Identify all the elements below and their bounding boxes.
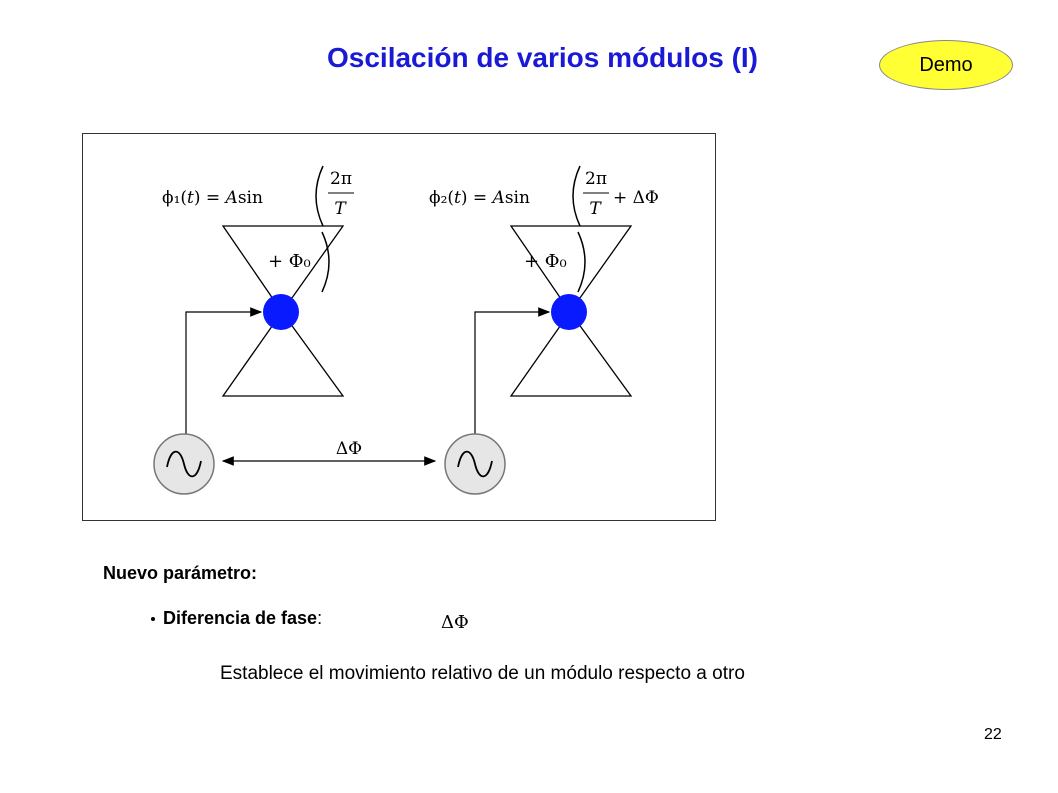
module-2-drive-line [475, 312, 549, 434]
page-number: 22 [984, 726, 1002, 743]
demo-button[interactable] [879, 40, 1013, 90]
module-2-close-paren [578, 232, 585, 292]
module-1-frac-den: 𝑇 [334, 199, 346, 219]
description-text: Establece el movimiento relativo de un módulo respecto a otro [220, 663, 745, 684]
module-1-frac-num: 2π [330, 169, 352, 189]
demo-button-label: Demo [919, 53, 973, 76]
bullet-phase-difference [151, 608, 322, 629]
module-2-extra-term: + ΔΦ [613, 188, 659, 208]
module-2-formula-lhs: ϕ₂(𝑡) = 𝐴sin [429, 188, 530, 208]
module-1-formula-lhs: ϕ₁(𝑡) = 𝐴sin [162, 188, 263, 208]
module-1-open-paren [316, 166, 323, 226]
oscillator-2 [445, 434, 505, 494]
module-1 [154, 226, 343, 494]
module-2-joint [551, 294, 587, 330]
bullet-dot [151, 617, 155, 621]
diagram-canvas [83, 134, 717, 522]
module-2-open-paren [573, 166, 580, 226]
module-2-frac-num: 2π [585, 169, 607, 189]
phase-difference-label: ΔΦ [335, 439, 363, 459]
module-1-formula [162, 166, 354, 292]
new-parameter-heading: Nuevo parámetro: [103, 563, 258, 583]
module-1-close-paren [322, 232, 329, 292]
oscillation-diagram [82, 133, 716, 521]
module-1-joint [263, 294, 299, 330]
bullet-symbol: ΔΦ [441, 612, 469, 633]
module-2-phase-term: + Φ₀ [524, 251, 567, 272]
module-1-drive-line [186, 312, 261, 434]
oscillator-1 [154, 434, 214, 494]
module-1-phase-term: + Φ₀ [268, 251, 311, 272]
bullet-colon: : [317, 608, 323, 628]
bullet-term: Diferencia de fase [163, 608, 318, 628]
slide-title: Oscilación de varios módulos (I) [327, 42, 758, 73]
module-2-frac-den: 𝑇 [589, 199, 601, 219]
